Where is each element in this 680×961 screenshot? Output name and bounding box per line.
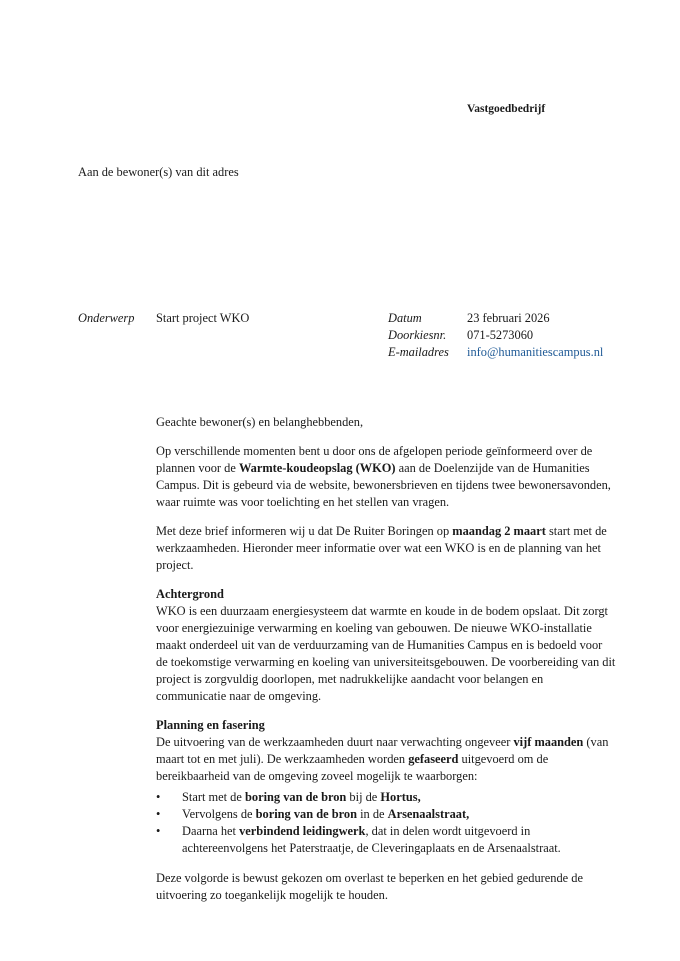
planning-text-2: (van maart tot en met juli). De werkzaamheden worden: [156, 735, 609, 766]
email-link[interactable]: info@humanitiescampus.nl: [467, 345, 604, 359]
list-item: [156, 823, 616, 857]
greeting: Geachte bewoner(s) en belanghebbenden,: [156, 415, 364, 429]
list-item-text: Vervolgens de: [182, 807, 256, 821]
planning-heading: Planning en fasering: [156, 718, 265, 732]
bullet-icon: •: [156, 790, 161, 804]
list-item-bold: boring van de bron: [255, 807, 357, 821]
list-item: [156, 789, 616, 806]
planning-text-1: De uitvoering van de werkzaamheden duurt naar verwachting ongeveer: [156, 735, 514, 749]
intro-bold-wko: Warmte-koudeopslag (WKO): [238, 461, 396, 475]
intro-paragraph: [156, 443, 616, 511]
start-bold-date: maandag 2 maart: [452, 524, 546, 538]
phase-list: [156, 789, 616, 857]
list-item-bold: boring van de bron: [244, 790, 347, 804]
list-item-bold: Arsenaalstraat,: [387, 807, 470, 821]
list-item-text: bij de: [346, 790, 381, 804]
email-label: E-mailadres: [388, 345, 449, 359]
email-row: [388, 344, 603, 361]
list-item-text: , dat in delen wordt uitgevoerd in achtereenvolgens het Paterstraatje, de Cleveringaplaats en de Arsenaalstraat.: [182, 824, 561, 855]
letter-meta: [388, 310, 603, 361]
list-item-text: Daarna het: [182, 824, 240, 838]
planning-paragraph: [156, 734, 616, 785]
sender-name: Vastgoedbedrijf: [467, 103, 546, 115]
bullet-icon: •: [156, 824, 161, 838]
background-heading: Achtergrond: [156, 587, 224, 601]
planning-text-3: uitgevoerd om de bereikbaarheid van de omgeving zoveel mogelijk te waarborgen:: [156, 752, 549, 783]
planning-bold-phased: gefaseerd: [408, 752, 459, 766]
phone-label: Doorkiesnr.: [388, 328, 447, 342]
list-item-text: in de: [356, 807, 388, 821]
letter-body: [156, 414, 616, 916]
intro-text-1: Op verschillende momenten bent u door ons de afgelopen periode geïnformeerd over de plannen voor de: [156, 444, 593, 475]
list-item: [156, 806, 616, 823]
intro-text-2: aan de Doelenzijde van de Humanities Campus. Dit is gebeurd via de website, bewonersbrieven en tijdens twee bewonersavonden, waar ruimte was voor toelichting en het stellen van vragen.: [156, 461, 611, 509]
list-item-text: Start met de: [182, 790, 245, 804]
date-value: 23 februari 2026: [467, 311, 550, 325]
bullet-icon: •: [156, 807, 161, 821]
date-row: [388, 310, 603, 327]
closing-paragraph: Deze volgorde is bewust gekozen om overlast te beperken en het gebied gedurende de uitvoering zo toegankelijk mogelijk te houden.: [156, 871, 583, 902]
start-paragraph: [156, 523, 616, 574]
date-label: Datum: [388, 311, 422, 325]
subject-label: Onderwerp: [78, 311, 135, 325]
phone-value: 071-5273060: [467, 328, 534, 342]
list-item-bold: Hortus,: [380, 790, 421, 804]
list-item-bold: verbindend leidingwerk: [239, 824, 366, 838]
planning-bold-duration: vijf maanden: [513, 735, 584, 749]
start-text-2: start met de werkzaamheden. Hieronder meer informatie over wat een WKO is en de planning van het project.: [156, 524, 607, 572]
subject-value: Start project WKO: [156, 311, 250, 325]
background-paragraph: WKO is een duurzaam energiesysteem dat warmte en koude in de bodem opslaat. Dit zorgt voor energiezuinige verwarming en koeling van gebouwen. De nieuwe WKO-installatie maakt onderdeel uit van de verduurzaming van de Humanities Campus en is bedoeld voor de toekomstige verwarming en koeling van universiteitsgebouwen. De voorbereiding van dit project is zorgvuldig doorlopen, met nadrukkelijke aandacht voor belangen en communicatie naar de omgeving.: [156, 604, 616, 703]
recipient-address: Aan de bewoner(s) van dit adres: [78, 165, 239, 179]
start-text-1: Met deze brief informeren wij u dat De Ruiter Boringen op: [156, 524, 453, 538]
phone-row: [388, 327, 603, 344]
